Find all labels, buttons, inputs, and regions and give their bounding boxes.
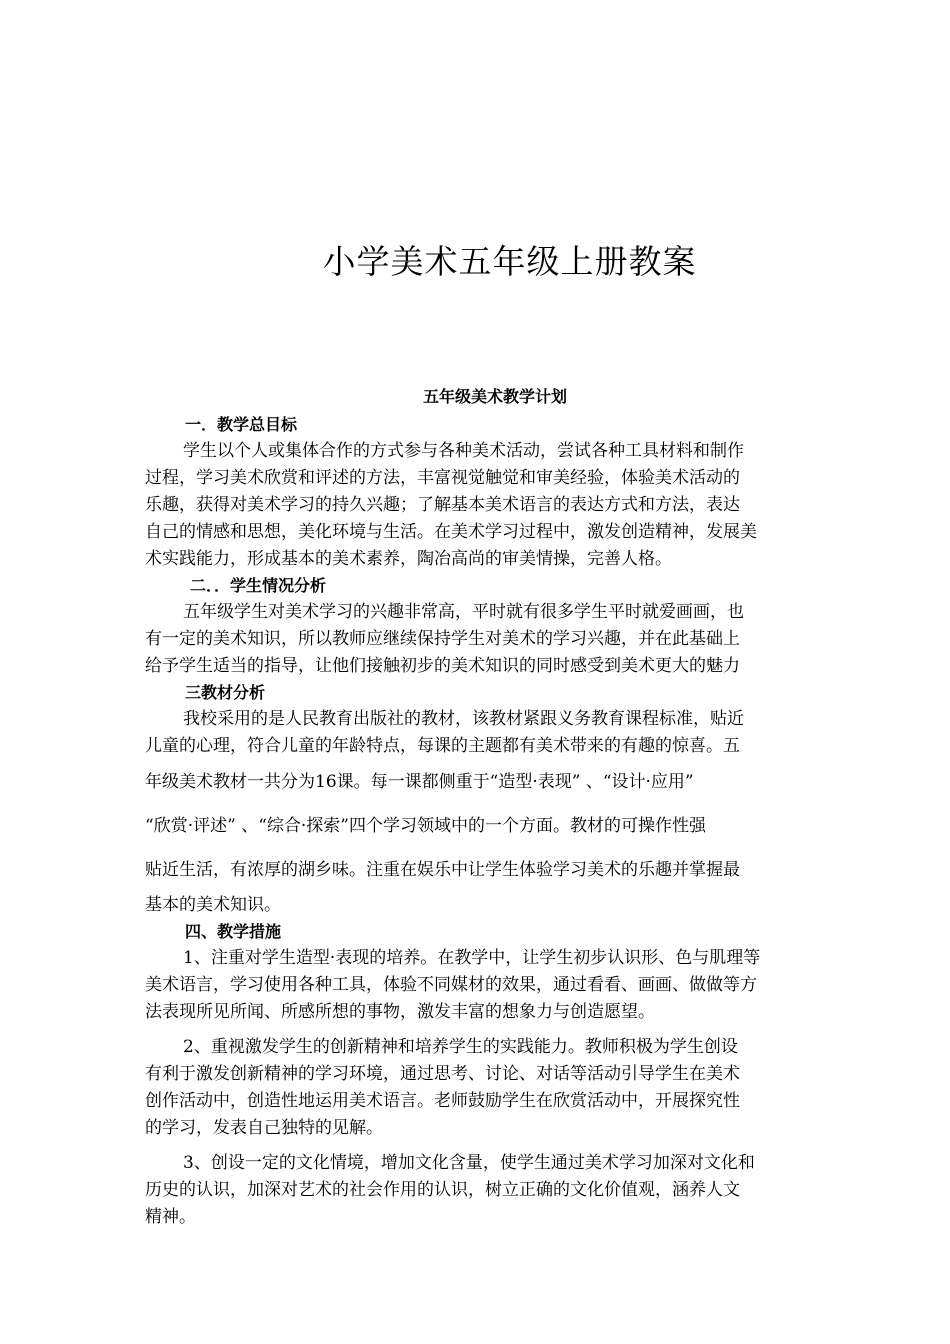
- document-body: [145, 384, 810, 1231]
- paragraph-line: 乐趣，获得对美术学习的持久兴趣；了解基本美术语言的表达方式和方法，表达: [145, 495, 740, 515]
- document-title: 小学美术五年级上册教案: [322, 242, 697, 281]
- section-measures-text: [145, 945, 810, 1231]
- paragraph-line: 年级美术教材一共分为16课。每一课都侧重于“造型·表现” 、“设计·应用”: [145, 772, 694, 792]
- measure-item-3: [145, 1150, 810, 1231]
- paragraph-line: 法表现所见所闻、所感所想的事物，激发丰富的想象力与创造愿望。: [145, 1002, 655, 1022]
- measure-item-1: [145, 945, 810, 1026]
- paragraph-line: 的学习，发表自己独特的见解。: [145, 1118, 383, 1138]
- paragraph-line: 1、注重对学生造型·表现的培养。在教学中，让学生初步认识形、色与肌理等: [183, 948, 761, 968]
- section-materials-text: [145, 706, 810, 919]
- measure-item-2: [145, 1034, 810, 1142]
- section-heading-students: 二．．学生情况分析: [190, 576, 327, 595]
- paragraph-line: 精神。: [145, 1207, 196, 1227]
- section-heading-goals: 一．教学总目标: [185, 415, 298, 434]
- paragraph-line: 2、重视激发学生的创新精神和培养学生的实践能力。教师积极为学生创设: [183, 1037, 738, 1057]
- paragraph-line: 创作活动中，创造性地运用美术语言。老师鼓励学生在欣赏活动中，开展探究性: [145, 1091, 740, 1111]
- paragraph-line: 基本的美术知识。: [145, 895, 281, 915]
- section-goals-text: [145, 438, 810, 573]
- paragraph-line: 给予学生适当的指导，让他们接触初步的美术知识的同时感受到美术更大的魅力: [145, 656, 740, 676]
- plan-subtitle: 五年级美术教学计划: [422, 387, 567, 406]
- section-heading-materials: 三教材分析: [185, 683, 266, 702]
- paragraph-line: 儿童的心理，符合儿童的年龄特点，每课的主题都有美术带来的有趣的惊喜。五: [145, 736, 740, 756]
- section-students-text: [145, 599, 810, 680]
- paragraph-line: 过程，学习美术欣赏和评述的方法，丰富视觉触觉和审美经验，体验美术活动的: [145, 468, 740, 488]
- paragraph-line: 五年级学生对美术学习的兴趣非常高，平时就有很多学生平时就爱画画，也: [183, 602, 744, 622]
- paragraph-line: “欣赏·评述” 、“综合·探索”四个学习领域中的一个方面。教材的可操作性强: [145, 816, 706, 836]
- section-heading-measures: 四、教学措施: [185, 922, 282, 941]
- paragraph-line: 有一定的美术知识，所以教师应继续保持学生对美术的学习兴趣，并在此基础上: [145, 629, 740, 649]
- paragraph-line: 我校采用的是人民教育出版社的教材，该教材紧跟义务教育课程标准，贴近: [183, 709, 744, 729]
- paragraph-line: 学生以个人或集体合作的方式参与各种美术活动，尝试各种工具材料和制作: [183, 441, 744, 461]
- paragraph-line: 有利于激发创新精神的学习环境，通过思考、讨论、对话等活动引导学生在美术: [145, 1064, 740, 1084]
- paragraph-line: 美术语言，学习使用各种工具，体验不同媒材的效果，通过看看、画画、做做等方: [145, 975, 757, 995]
- paragraph-line: 贴近生活，有浓厚的湖乡味。注重在娱乐中让学生体验学习美术的乐趣并掌握最: [145, 860, 740, 880]
- paragraph-line: 术实践能力，形成基本的美术素养，陶冶高尚的审美情操，完善人格。: [145, 549, 672, 569]
- paragraph-line: 自己的情感和思想，美化环境与生活。在美术学习过程中，激发创造精神，发展美: [145, 522, 757, 542]
- paragraph-line: 历史的认识，加深对艺术的社会作用的认识，树立正确的文化价值观，涵养人文: [145, 1180, 740, 1200]
- paragraph-line: 3、创设一定的文化情境，增加文化含量，使学生通过美术学习加深对文化和: [183, 1153, 755, 1173]
